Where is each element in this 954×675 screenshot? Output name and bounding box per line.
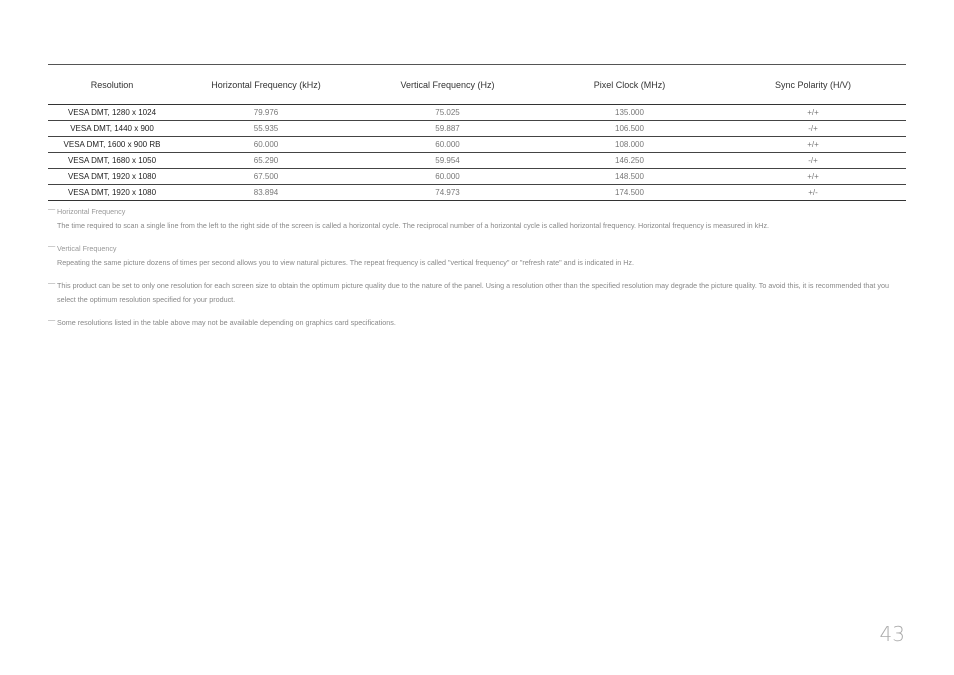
cell-horizontal-frequency: 65.290 [176, 153, 356, 169]
cell-horizontal-frequency: 60.000 [176, 137, 356, 153]
table-row [48, 169, 906, 185]
note-title: Vertical Frequency [57, 244, 117, 253]
note-resolution [48, 279, 906, 307]
note-dash-icon: ― [48, 204, 56, 213]
cell-horizontal-frequency: 67.500 [176, 169, 356, 185]
cell-pixel-clock: 146.250 [539, 153, 720, 169]
note-title: Horizontal Frequency [57, 207, 126, 216]
table-row [48, 137, 906, 153]
cell-vertical-frequency: 60.000 [356, 169, 539, 185]
table-row [48, 185, 906, 201]
cell-resolution: VESA DMT, 1600 x 900 RB [48, 137, 176, 153]
header-horizontal-frequency: Horizontal Frequency (kHz) [176, 65, 356, 105]
cell-resolution: VESA DMT, 1280 x 1024 [48, 105, 176, 121]
cell-resolution: VESA DMT, 1680 x 1050 [48, 153, 176, 169]
table-row [48, 105, 906, 121]
cell-vertical-frequency: 75.025 [356, 105, 539, 121]
note-horizontal-frequency [48, 205, 906, 233]
cell-pixel-clock: 135.000 [539, 105, 720, 121]
note-vertical-frequency [48, 242, 906, 270]
cell-horizontal-frequency: 55.935 [176, 121, 356, 137]
header-pixel-clock: Pixel Clock (MHz) [539, 65, 720, 105]
page-content [48, 64, 906, 339]
header-resolution: Resolution [48, 65, 176, 105]
cell-pixel-clock: 108.000 [539, 137, 720, 153]
cell-horizontal-frequency: 79.976 [176, 105, 356, 121]
cell-resolution: VESA DMT, 1920 x 1080 [48, 185, 176, 201]
page-number: 43 [879, 622, 905, 646]
cell-horizontal-frequency: 83.894 [176, 185, 356, 201]
cell-resolution: VESA DMT, 1440 x 900 [48, 121, 176, 137]
note-body: Repeating the same picture dozens of times per second allows you to view natural pictures. The repeat frequency is called "vertical frequency" or "refresh rate" and is indicated in Hz. [57, 258, 634, 267]
note-dash-icon: ― [48, 315, 56, 324]
note-graphics-card [48, 316, 906, 330]
cell-vertical-frequency: 74.973 [356, 185, 539, 201]
cell-resolution: VESA DMT, 1920 x 1080 [48, 169, 176, 185]
cell-sync-polarity: +/- [720, 185, 906, 201]
note-dash-icon: ― [48, 278, 56, 287]
cell-vertical-frequency: 60.000 [356, 137, 539, 153]
cell-sync-polarity: -/+ [720, 121, 906, 137]
cell-sync-polarity: +/+ [720, 105, 906, 121]
cell-vertical-frequency: 59.954 [356, 153, 539, 169]
cell-pixel-clock: 148.500 [539, 169, 720, 185]
cell-pixel-clock: 106.500 [539, 121, 720, 137]
table-row [48, 153, 906, 169]
cell-pixel-clock: 174.500 [539, 185, 720, 201]
note-body: The time required to scan a single line from the left to the right side of the screen is called a horizontal cycle. The reciprocal number of a horizontal cycle is called horizontal frequency. Horizontal frequency is measured in kHz. [57, 221, 770, 230]
table-row [48, 121, 906, 137]
note-body: This product can be set to only one resolution for each screen size to obtain the optimum picture quality due to the nature of the panel. Using a resolution other than the specified resolution may degrade the picture quality. To avoid this, it is recommended that you select the optimum resolution specified for your product. [57, 281, 889, 304]
cell-vertical-frequency: 59.887 [356, 121, 539, 137]
header-vertical-frequency: Vertical Frequency (Hz) [356, 65, 539, 105]
table-header-row [48, 65, 906, 105]
note-body: Some resolutions listed in the table above may not be available depending on graphics card specifications. [57, 318, 396, 327]
cell-sync-polarity: +/+ [720, 137, 906, 153]
cell-sync-polarity: +/+ [720, 169, 906, 185]
note-dash-icon: ― [48, 241, 56, 250]
header-sync-polarity: Sync Polarity (H/V) [720, 65, 906, 105]
cell-sync-polarity: -/+ [720, 153, 906, 169]
footnotes [48, 205, 906, 330]
timing-table [48, 65, 906, 201]
